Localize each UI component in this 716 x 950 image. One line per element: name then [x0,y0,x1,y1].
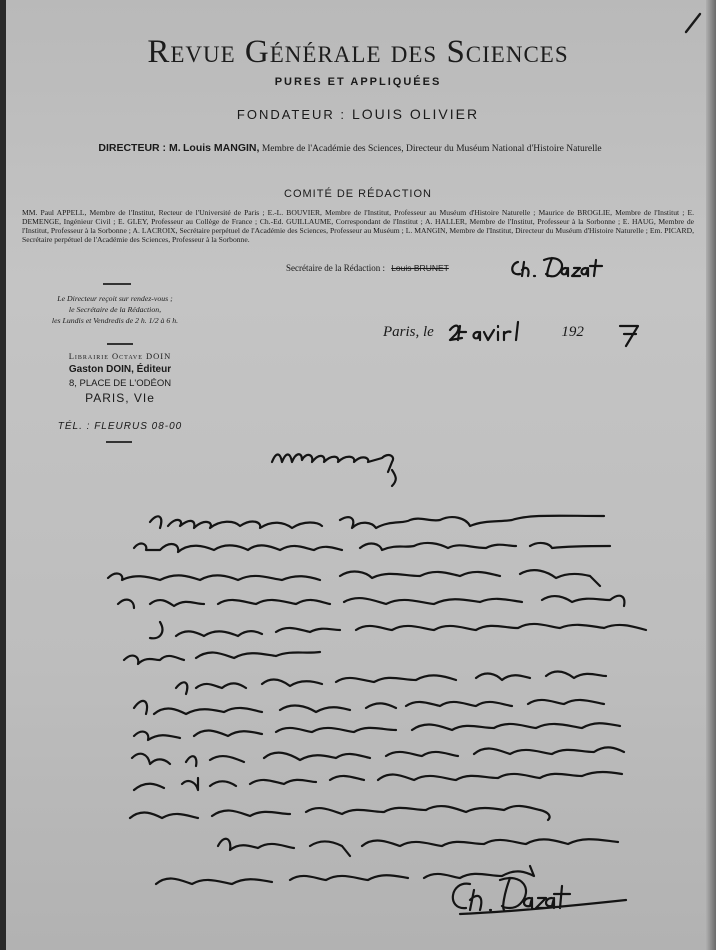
secretary-line [286,263,449,273]
photo-border-right [706,0,716,950]
handwritten-date [448,318,648,348]
publisher-address: 8, PLACE DE L'ODÉON [68,378,172,389]
founder-label: FONDATEUR : [236,107,347,122]
publisher-library: Librairie Octave DOIN [68,351,172,361]
publisher-block [20,343,220,405]
director-label: DIRECTEUR : M. [98,142,181,154]
secretary-handwritten-name [508,254,638,282]
office-hours-line-1: Le Directeur reçoit sur rendez-vous ; [57,294,173,303]
founder-line [0,106,716,122]
committee-members: MM. Paul APPELL, Membre de l'Institut, Recteur de l'Université de Paris ; E.-L. BOUVIER, Membre de l'Institut, Professeur au Muséum d'Histoire Naturelle ; Maurice de BROGLIE, Membre de l'Institut ; E. DEMENGE, Ingénieur Civil ; E. GLEY, Professeur au Collège de France ; Ch.-Ed. GUILLAUME, Correspondant de l'Institut ; A. HALLER, Membre de l'Institut, Professeur à la Sorbonne ; E. HAUG, Membre de l'Institut, Professeur à la Sorbonne ; A. LACROIX, Secrétaire perpétuel de l'Académie des Sciences, Professeur au Muséum ; L. MANGIN, Membre de l'Institut, Directeur du Muséum d'Histoire Naturelle ; Em. PICARD, Secrétaire perpétuel de l'Académie des Sciences, Professeur à la Sorbonne. [22,208,694,244]
secretary-label: Secrétaire de la Rédaction : [286,263,385,273]
director-line [70,143,630,155]
divider [103,283,131,285]
secretary-struck-name: Louis BRUNET [391,263,449,273]
journal-title: Revue Générale des Sciences [147,34,569,70]
office-hours-line-2: le Secrétaire de la Rédaction, [68,305,162,314]
divider [106,441,132,443]
date-year-prefix: 192 [561,324,584,340]
pen-mark-icon [680,12,702,36]
letter-body-ink [108,516,646,884]
divider [107,343,133,345]
director-description: Membre de l'Académie des Sciences, Directeur du Muséum National d'Histoire Naturelle [261,144,602,154]
signature [430,870,630,920]
telephone: TÉL. : FLEURUS 08-00 [57,421,183,432]
director-name: Louis MANGIN, [183,142,260,154]
publisher-city: PARIS, VIe [85,391,155,405]
photo-border [0,0,6,950]
office-hours [20,293,210,326]
salutation-ink [272,454,396,486]
office-hours-line-3: les Lundis et Vendredis de 2 h. 1/2 à 6 h. [51,316,179,325]
date-prefix: Paris, le [383,324,434,340]
committee-title: COMITÉ DE RÉDACTION [284,188,432,200]
founder-name: LOUIS OLIVIER [351,106,480,122]
journal-subtitle: PURES ET APPLIQUÉES [274,76,442,88]
publisher-editor: Gaston DOIN, Éditeur [68,364,172,375]
